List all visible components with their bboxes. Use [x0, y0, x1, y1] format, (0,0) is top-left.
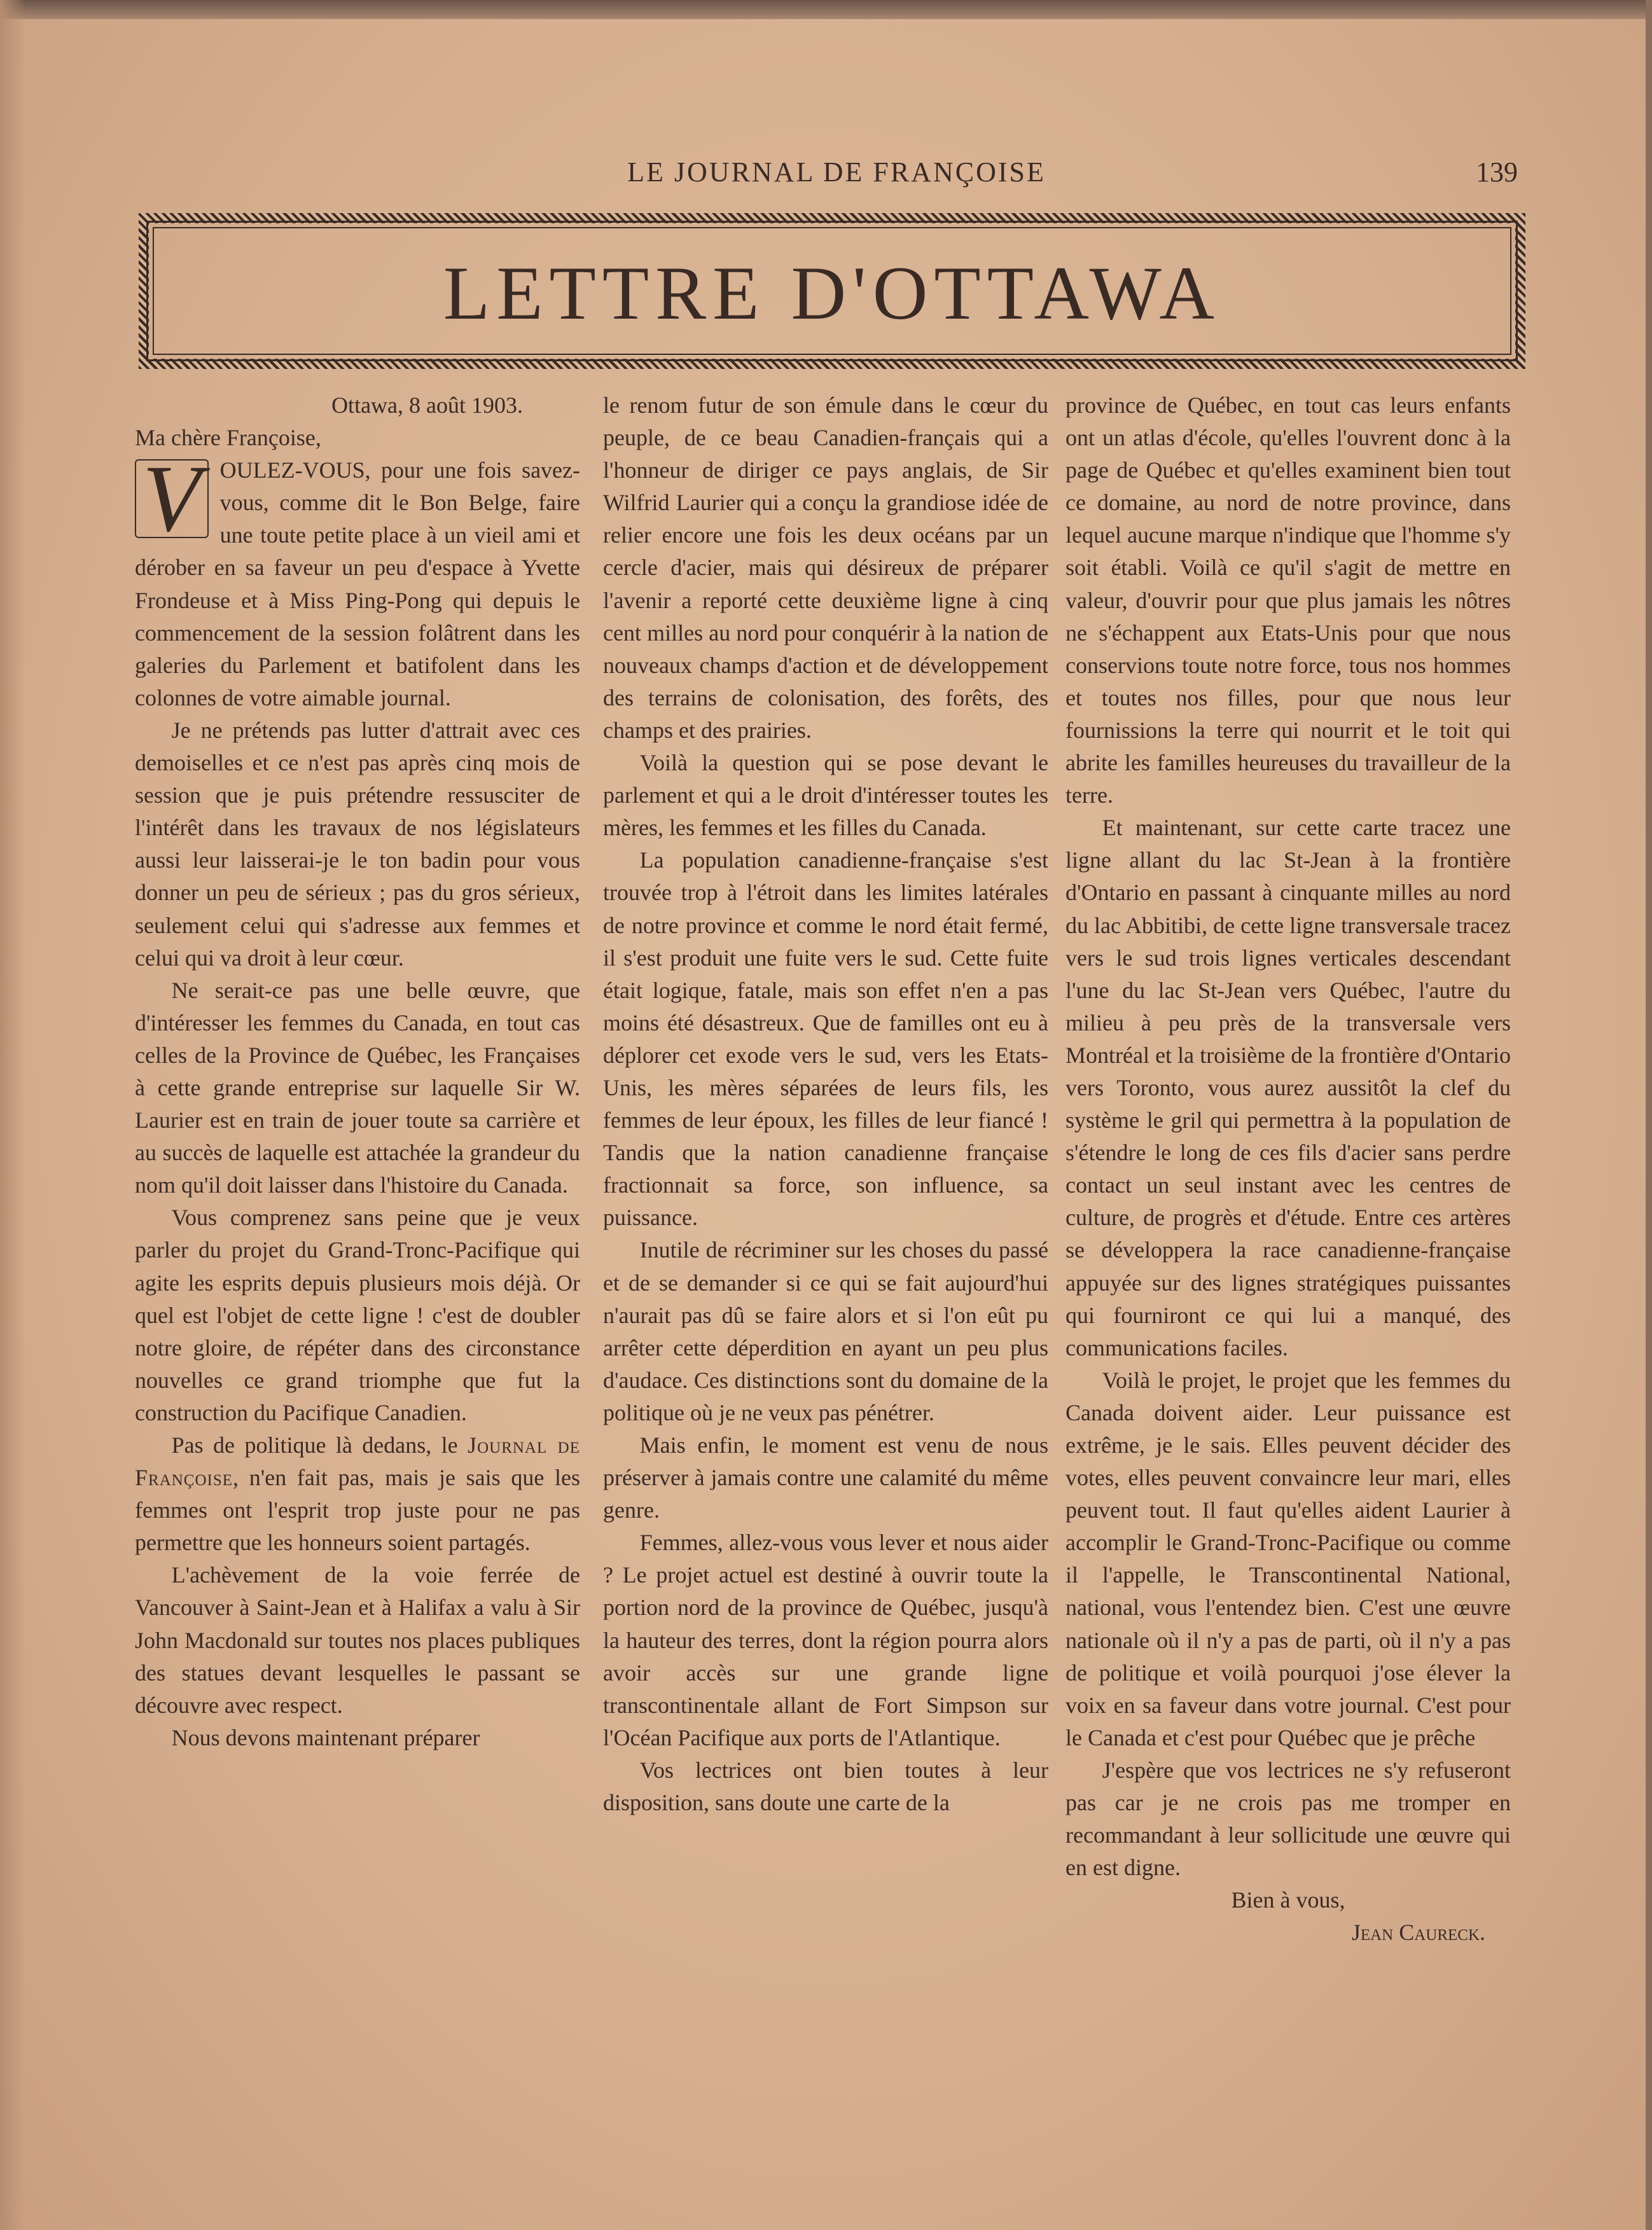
text-column-2	[603, 389, 1048, 2107]
closing: Bien à vous,	[1231, 1887, 1345, 1913]
paragraph-text: , n'en fait pas, mais je sais que les femmes ont l'esprit trop juste pour ne pas permettre que les honneurs soient partagés.	[135, 1465, 580, 1556]
paragraph: Et maintenant, sur cette carte tracez une ligne allant du lac St-Jean à la frontière d'Ontario en passant à cinquante milles au nord du lac Abbitibi, de cette ligne transversale tracez vers le sud trois lignes verticales descendant l'une du lac St-Jean vers Québec, l'autre du milieu à peu près de la transversale vers Montréal et la troisième de la frontière d'Ontario vers Toronto, vous aurez aussitôt la clef du système le gril qui permettra à la population de s'étendre le long de ces fils d'acier sans perdre contact un seul instant avec les centres de culture, de progrès et d'étude. Entre ces artères se développera la race canadienne-française appuyée sur des lignes stratégiques puissantes qui fourniront ce qui lui a manqué, des communications faciles.	[1065, 815, 1511, 1361]
paragraph	[135, 1429, 580, 1559]
journal-name: Journal de Françoise	[135, 1432, 581, 1491]
salutation: Ma chère Françoise,	[135, 425, 321, 451]
paragraph: L'achèvement de la voie ferrée de Vancouver à Saint-Jean et à Halifax a valu à Sir John Macdonald sur toutes nos places publiques des statues devant lesquelles le passant se découvre avec respect.	[135, 1562, 580, 1718]
dateline: Ottawa, 8 août 1903.	[331, 392, 523, 418]
paragraph: Nous devons maintenant préparer	[171, 1724, 480, 1750]
paragraph: J'espère que vos lectrices ne s'y refuseront pas car je ne crois pas me tromper en recommandant à leur sollicitude une œuvre qui en est digne.	[1065, 1757, 1511, 1881]
running-title: LE JOURNAL DE FRANÇOISE	[627, 156, 1046, 188]
paragraph: Mais enfin, le moment est venu de nous préserver à jamais contre une calamité du même genre.	[603, 1432, 1048, 1523]
paragraph: La population canadienne-française s'est trouvée trop à l'étroit dans les limites latérales de notre province et comme le nord était fermé, il s'est produit une fuite vers le sud. Cette fuite était logique, fatale, mais son effet n'en a pas moins été désastreux. Que de familles ont eu à déplorer cet exode vers le sud, vers les Etats-Unis, les mères séparées de leurs fils, les femmes de leur époux, les filles de leur fiancé ! Tandis que la nation canadienne française fractionnait sa force, son influence, sa puissance.	[603, 847, 1048, 1231]
page-number: 139	[1476, 156, 1518, 188]
title-border-frame	[139, 213, 1525, 369]
text-column-3	[1065, 389, 1511, 2107]
article-title: LETTRE D'OTTAWA	[443, 251, 1221, 335]
paragraph: Vos lectrices ont bien toutes à leur disposition, sans doute une carte de la	[603, 1757, 1048, 1816]
paragraph	[135, 446, 580, 714]
paragraph: province de Québec, en tout cas leurs enfants ont un atlas d'école, qu'elles l'ouvrent donc à la page de Québec et qu'elles examinent bien tout ce domaine, au nord de notre province, dans lequel aucune marque n'indique que l'homme s'y soit établi. Voilà ce qu'il s'agit de mettre en valeur, d'ouvrir pour que plus jamais les nôtres ne s'échappent aux Etats-Unis pour que nous conservions toute notre force, tous nos hommes et toutes nos filles, pour que nous leur fournissions la terre qui nourrit et le toit qui abrite les familles heureuses du travailleur de la terre.	[1065, 392, 1511, 808]
paragraph: Vous comprenez sans peine que je veux parler du projet du Grand-Tronc-Pacifique qui agite les esprits depuis plusieurs mois déjà. Or quel est l'objet de cette ligne ! c'est de doubler notre gloire, de répéter dans des circonstance nouvelles ce grand triomphe que fut la construction du Pacifique Canadien.	[135, 1205, 580, 1425]
signature: Jean Caureck.	[1351, 1920, 1485, 1946]
text-column-1	[135, 389, 580, 2107]
paragraph: Inutile de récriminer sur les choses du passé et de se demander si ce qui se fait aujourd'hui n'aurait pas dû se faire alors et si l'on eût pu arrêter cette déperdition en ayant un peu plus d'audace. Ces distinctions sont du domaine de la politique où je ne veux pas pénétrer.	[603, 1237, 1048, 1425]
paragraph: Voilà le projet, le projet que les femmes du Canada doivent aider. Leur puissance est extrême, je le sais. Elles peuvent décider des votes, elles peuvent convaincre leur mari, elles peuvent tout. Il faut qu'elles aident Laurier à accomplir le Grand-Tronc-Pacifique ou comme il l'appelle, le Transcontinental National, national, vous l'entendez bien. C'est une œuvre nationale où il n'y a pas de parti, où il n'y a pas de politique et voilà pourquoi j'ose élever la voix en sa faveur dans votre journal. C'est pour le Canada et c'est pour Québec que je prêche	[1065, 1367, 1511, 1750]
paragraph-text: OULEZ-VOUS, pour une fois savez-vous, comme dit le Bon Belge, faire une toute petite place à un vieil ami et dérober en sa faveur un peu d'espace à Yvette Frondeuse et à Miss Ping-Pong qui depuis le commencement de la session folâtrent dans les galeries du Parlement et batifolent dans les colonnes de votre aimable journal.	[135, 457, 580, 710]
paragraph: Femmes, allez-vous vous lever et nous aider ? Le projet actuel est destiné à ouvrir toute la portion nord de la province de Québec, jusqu'à la hauteur des terres, dont la région pourra alors avoir accès sur une grande ligne transcontinentale allant de Fort Simpson sur l'Océan Pacifique aux ports de l'Atlantique.	[603, 1530, 1048, 1750]
paragraph: Ne serait-ce pas une belle œuvre, que d'intéresser les femmes du Canada, en tout cas celles de la Province de Québec, les Françaises à cette grande entreprise sur laquelle Sir W. Laurier est en train de jouer toute sa carrière et au succès de laquelle est attachée la grandeur du nom qu'il doit laisser dans l'histoire du Canada.	[135, 977, 580, 1198]
paragraph: Je ne prétends pas lutter d'attrait avec ces demoiselles et ce n'est pas après cinq mois de session que je puis prétendre ressusciter de l'intérêt dans les travaux de nos législateurs aussi leur laisserai-je le ton badin pour vous donner un peu de sérieux ; pas du gros sérieux, seulement celui qui s'adresse aux femmes et celui qui va droit à leur cœur.	[135, 717, 580, 971]
page-top-edge	[0, 0, 1652, 19]
paragraph: Voilà la question qui se pose devant le parlement et qui a le droit d'intéresser toutes les mères, les femmes et les filles du Canada.	[603, 750, 1048, 841]
drop-cap: V	[135, 459, 209, 538]
paragraph-text: Pas de politique là dedans, le	[171, 1432, 458, 1458]
page-right-edge	[1646, 0, 1652, 2230]
page-gutter-shadow	[0, 0, 25, 2230]
paragraph: le renom futur de son émule dans le cœur du peuple, de ce beau Canadien-français qui a l'honneur de diriger ce pays anglais, de Sir Wilfrid Laurier qui a conçu la grandiose idée de relier encore une fois les deux océans par un cercle d'acier, mais qui désireux de préparer l'avenir a reporté cette deuxième ligne à cinq cent milles au nord pour conquérir à la nation de nouveaux champs d'action et de développement des terrains de colonisation, des forêts, des champs et des prairies.	[603, 392, 1048, 743]
